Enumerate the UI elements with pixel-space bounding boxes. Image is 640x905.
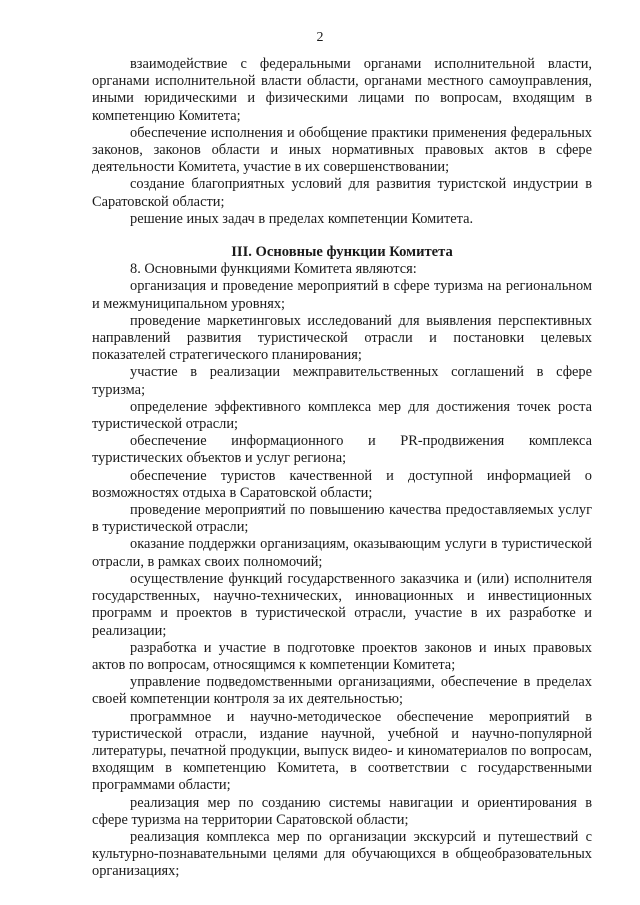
paragraph-tourism-conditions: создание благоприятных условий для развития туристской индустрии в Саратовской области; [92,176,592,210]
function-item: реализация мер по созданию системы навигации и ориентирования в сфере туризма на территории Саратовской области; [92,794,592,828]
function-item: реализация комплекса мер по организации экскурсий и путешествий с культурно-познавательными целями для обучающихся в общеобразовательных организациях; [92,828,592,880]
paragraph-law-enforcement: обеспечение исполнения и обобщение практики применения федеральных законов, законов области и иных нормативных правовых актов в сфере деятельности Комитета, участие в их совершенствовании; [92,124,592,176]
function-item: проведение мероприятий по повышению качества предоставляемых услуг в туристической отрасли; [92,502,592,536]
function-item: организация и проведение мероприятий в сфере туризма на региональном и межмуниципальном уровнях; [92,278,592,312]
paragraph-other-tasks: решение иных задач в пределах компетенции Комитета. [130,210,474,227]
function-item: обеспечение туристов качественной и доступной информацией о возможностях отдыха в Саратовской области; [92,467,592,501]
paragraph-functions-intro: 8. Основными функциями Комитета являются: [130,261,417,278]
function-item: определение эффективного комплекса мер для достижения точек роста туристической отрасли; [92,398,592,433]
function-item: осуществление функций государственного заказчика и (или) исполнителя государственных, научно-технических, инновационных и инвестиционных программ и проектов в туристической отрасли, участие в их разработке и реализации; [92,570,592,639]
function-item: оказание поддержки организациям, оказывающим услуги в туристической отрасли, в рамках своих полномочий; [92,536,592,570]
function-item: разработка и участие в подготовке проектов законов и иных правовых актов по вопросам, относящимся к компетенции Комитета; [92,639,592,673]
section-heading: III. Основные функции Комитета [231,244,453,261]
function-item: проведение маркетинговых исследований для выявления перспективных направлений развития туристической отрасли и постановки целевых показателей стратегического планирования; [92,312,592,364]
function-item: программное и научно-методическое обеспечение мероприятий в туристической отрасли, издание научной, учебной и научно-популярной литературы, печатной продукции, выпуск видео- и киноматериалов по вопросам, входящим в компетенцию Комитета, в соответствии с государственными программами области; [92,708,592,794]
document-body [92,56,592,881]
function-item: обеспечение информационного и PR-продвижения комплекса туристических объектов и услуг региона; [92,433,592,467]
function-item: участие в реализации межправительственных соглашений в сфере туризма; [92,364,592,398]
page-number: 2 [316,30,324,45]
function-item: управление подведомственными организациями, обеспечение в пределах своей компетенции контроля за их деятельностью; [92,674,592,708]
paragraph-interaction: взаимодействие с федеральными органами исполнительной власти, органами исполнительной власти области, органами местного самоуправления, иными юридическими и физическими лицами по вопросам, входящим в компетенцию Комитета; [92,56,592,124]
